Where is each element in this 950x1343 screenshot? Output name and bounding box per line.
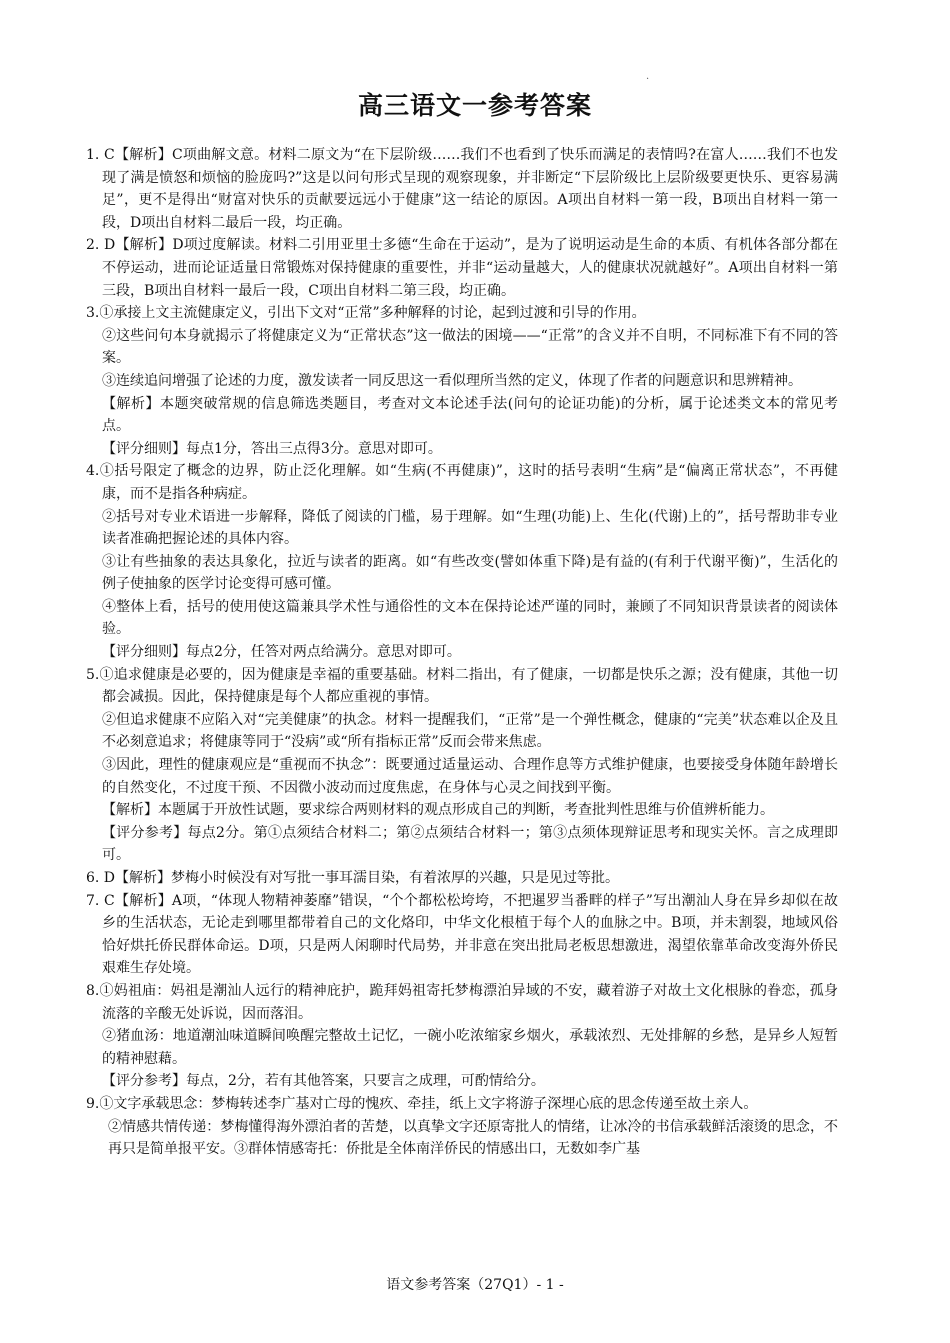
answer-paragraph: ③让有些抽象的表达具象化，拉近与读者的距离。如“有些改变(譬如体重下降)是有益的(有利于代谢平衡)”，生活化的例子使抽象的医学讨论变得可感可懂。 [102, 553, 838, 593]
answer-paragraph: 5.①追求健康是必要的，因为健康是幸福的重要基础。材料二指出，有了健康，一切都是快乐之源；没有健康，其他一切都会减损。因此，保持健康是每个人都应重视的事情。 [86, 666, 838, 706]
answer-paragraph: ③连续追问增强了论述的力度，激发读者一同反思这一看似理所当然的定义，体现了作者的问题意识和思辨精神。 [102, 372, 802, 389]
answer-paragraph: 【评分参考】每点2分。第①点须结合材料二；第②点须结合材料一；第③点须体现辩证思考和现实关怀。言之成理即可。 [102, 824, 838, 864]
answer-paragraph: ②但追求健康不应陷入对“完美健康”的执念。材料一提醒我们，“正常”是一个弹性概念，健康的“完美”状态难以企及且不必刻意追求；将健康等同于“没病”或“所有指标正常”反而会带来焦虑。 [102, 711, 838, 751]
answer-paragraph: 【评分参考】每点，2分，若有其他答案，只要言之成理，可酌情给分。 [102, 1073, 545, 1090]
answer-paragraph: 8.①妈祖庙：妈祖是潮汕人远行的精神庇护，跪拜妈祖寄托梦梅漂泊异域的不安，藏着游子对故土文化根脉的眷恋，孤身流落的辛酸无处诉说，因而落泪。 [86, 982, 838, 1022]
answer-paragraph: ②这些问句本身就揭示了将健康定义为“正常状态”这一做法的困境——“正常”的含义并不自明，不同标准下有不同的答案。 [102, 327, 838, 367]
page-footer: 语文参考答案（27Q1）- 1 - [386, 1277, 564, 1293]
answer-paragraph: 7. C【解析】A项，“体现人物精神萎靡”错误，“个个都松松垮垮，不把暹罗当番畔的样子”写出潮汕人身在异乡却似在故乡的生活状态，无论走到哪里都带着自己的文化烙印，中华文化根植于每个人的血脉之中。B项，并未割裂，地域风俗恰好烘托侨民群体命运。D项，只是两人闲聊时代局势，并非意在突出批局老板思想激进，渴望依靠革命改变海外侨民艰难生存处境。 [86, 892, 838, 977]
answer-body [86, 144, 838, 1161]
answer-paragraph: ②猪血汤：地道潮汕味道瞬间唤醒完整故土记忆，一碗小吃浓缩家乡烟火，承载浓烈、无处排解的乡愁，是异乡人短暂的精神慰藉。 [102, 1028, 838, 1067]
answer-paragraph: ④整体上看，括号的使用使这篇兼具学术性与通俗性的文本在保持论述严谨的同时，兼顾了不同知识背景读者的阅读体验。 [102, 598, 838, 638]
answer-paragraph: 2. D【解析】D项过度解读。材料二引用亚里士多德“生命在于运动”，是为了说明运动是生命的本质、有机体各部分都在不停运动，进而论证适量日常锻炼对保持健康的重要性，并非“运动量越大，人的健康状况就越好”。A项出自材料一第三段，B项出自材料一最后一段，C项出自材料二第三段，均正确。 [86, 237, 838, 299]
answer-paragraph: 3.①承接上文主流健康定义，引出下文对“正常”多种解释的讨论，起到过渡和引导的作用。 [86, 305, 646, 322]
page-title: 高三语文一参考答案 [357, 91, 592, 120]
corner-mark: · [646, 74, 650, 85]
answer-paragraph: 【评分细则】每点1分，答出三点得3分。意思对即可。 [102, 440, 442, 457]
answer-paragraph: 6. D【解析】梦梅小时候没有对写批一事耳濡目染，有着浓厚的兴趣，只是见过等批。 [86, 870, 620, 886]
answer-paragraph: 【解析】本题突破常规的信息筛选类题目，考查对文本论述手法(问句的论证功能)的分析，属于论述类文本的常见考点。 [102, 395, 838, 435]
answer-paragraph: 1. C【解析】C项曲解文意。材料二原文为“在下层阶级……我们不也看到了快乐而满足的表情吗?在富人……我们不也发现了满是愤怒和烦恼的脸庞吗?”这是以问句形式呈现的观察现象，并非断定“下层阶级比上层阶级要更快乐、更容易满足”，更不是得出“财富对快乐的贡献要远远小于健康”这一结论的原因。A项出自材料一第一段，B项出自材料一第一段，D项出自材料二最后一段，均正确。 [86, 147, 838, 231]
answer-paragraph: 9.①文字承载思念：梦梅转述李广基对亡母的愧疚、牵挂，纸上文字将游子深埋心底的思念传递至故土亲人。 [86, 1095, 758, 1112]
answer-paragraph: ②括号对专业术语进一步解释，降低了阅读的门槛，易于理解。如“生理(功能)上、生化(代谢)上的”，括号帮助非专业读者准确把握论述的具体内容。 [102, 508, 838, 548]
answer-paragraph: 4.①括号限定了概念的边界，防止泛化理解。如“生病(不再健康)”，这时的括号表明“生病”是“偏离正常状态”，不再健康，而不是指各种病症。 [86, 463, 838, 502]
answer-paragraph: ②情感共情传递：梦梅懂得海外漂泊者的苦楚，以真挚文字还原寄批人的情绪，让冰冷的书信承载鲜活滚烫的思念，不再只是简单报平安。③群体情感寄托：侨批是全体南洋侨民的情感出口，无数如李广基 [108, 1118, 838, 1158]
answer-paragraph: 【评分细则】每点2分，任答对两点给满分。意思对即可。 [102, 644, 461, 661]
answer-paragraph: 【解析】本题属于开放性试题，要求综合两则材料的观点形成自己的判断，考查批判性思维与价值辨析能力。 [102, 802, 774, 819]
answer-paragraph: ③因此，理性的健康观应是“重视而不执念”：既要通过适量运动、合理作息等方式维护健康，也要接受身体随年龄增长的自然变化，不过度干预、不因微小波动而过度焦虑，在身体与心灵之间找到平衡。 [102, 757, 838, 796]
